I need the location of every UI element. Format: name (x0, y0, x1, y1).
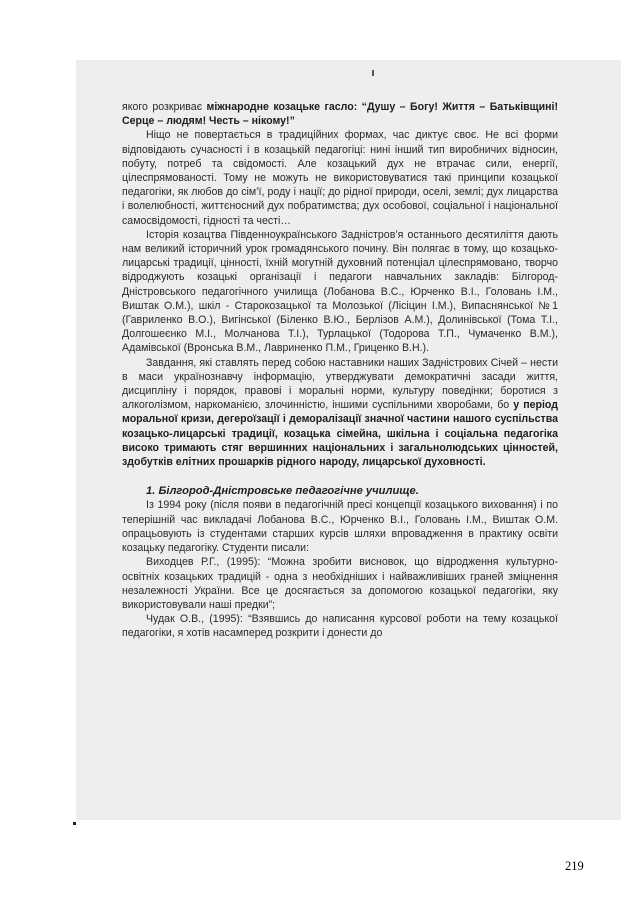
document-body (122, 100, 558, 641)
text-run: Історія козацтва Південноукраїнського Задністров’я останнього десятиліття дають нам великий історичний урок громадянського почину. Він полягає в тому, що козацько-лицарські традиції, цінності, їхній могутній духовний потенціал цілеспрямовано, творчо відроджують козацькі організації і педагоги навчальних закладів: Білгород-Дністровського педагогічного училища (Лобанова В.С., Юрченко В.І., Головань І.М., Виштак О.М.), шкіл - Старокозацької та Молозької (Ліcіцин І.М.), Випаснянської №1 (Гавриленко В.О.), Вигінської (Біленко В.Ю., Берлізов А.М.), Долинівської (Тома Т.І., Долгошеєнко М.І., Молчанова Т.І.), Турлацької (Тодорова Т.П., Чумаченко В.М.), Адамівської (Вронська В.М., Лавриненко П.М., Гриценко В.Н.). (122, 228, 558, 355)
quote-paragraph: Виходцев Р.Г., (1995): “Можна зробити висновок, що відродження культурно-освітніх козацьких традицій - одна з необхідніших і найважливіших граней зміцнення незалежності України. Все це досягається за допомогою козацької педагогіки, яку використовували наші предки”; (122, 556, 558, 611)
scan-artifact (73, 822, 76, 825)
paragraph (122, 128, 558, 227)
paragraph (122, 356, 558, 470)
bold-text-run: міжнародне козацьке гасло: “Душу – Богу! Життя – Батьківщині! Серце – людям! Честь – нікому!” (122, 101, 558, 128)
quote-paragraph: Чудак О.В., (1995): “Взявшись до написання курсової роботи на тему козацької педагогіки, я хотів насамперед розкрити і донести до (122, 613, 558, 640)
text-run: якого розкриває (122, 101, 207, 113)
page-number: 219 (565, 859, 584, 873)
scan-artifact (372, 70, 374, 76)
text-run: Завдання, які ставлять перед собою наставники наших Задністрових Січей – нести в маси українознавчу інформацію, утверджувати демократичні засади життя, дисципліну і порядок, правові і моральні норми, культуру поведінки; боротися з алкоголізмом, наркоманією, злочинністю, іншими суспільними хворобами, бо (122, 356, 558, 412)
bold-text-run: у період моральної кризи, дегероїзації і деморалізації значної частини нашого суспільства козацько-лицарські традиції, козацька сімейна, шкільна і соціальна педагогіка високо тримають стяг вершинних національних і загальнолюдських цінностей, здобутків елітних прошарків рідного народу, лицарської духовності. (122, 399, 558, 469)
paragraph: Із 1994 року (після появи в педагогічній пресі концепції козацького виховання) і по теперішній час викладачі Лобанова В.С., Юрченко В.І., Головань І.М., Виштак О.М. опрацьовують із студентами старших курсів шляхи впровадження в практику освіти козацьку педагогіку. Студенти писали: (122, 499, 558, 555)
paragraph (122, 228, 558, 356)
text-run: Ніщо не повертається в традиційних формах, час диктує своє. Не всі форми відповідають сучасності і в козацькій педагогіці: нині інший тип виробничих відносин, побуту, потреб та свідомості. Але козацький дух не втрачає сили, енергії, цілеспрямованості. Тому не можуть не використовуватися такі принципи козацької педагогіки, як любов до сім’ї, роду і нації; до рідної природи, оселі, землі; дух лицарства і волелюбності, життєносний дух побратимства; дух особової, соціальної і національної самосвідомості, гідності та честі… (122, 129, 558, 227)
paragraph (122, 100, 558, 128)
section-heading: 1. Білгород-Дністровське педагогічне училище. (146, 485, 419, 498)
